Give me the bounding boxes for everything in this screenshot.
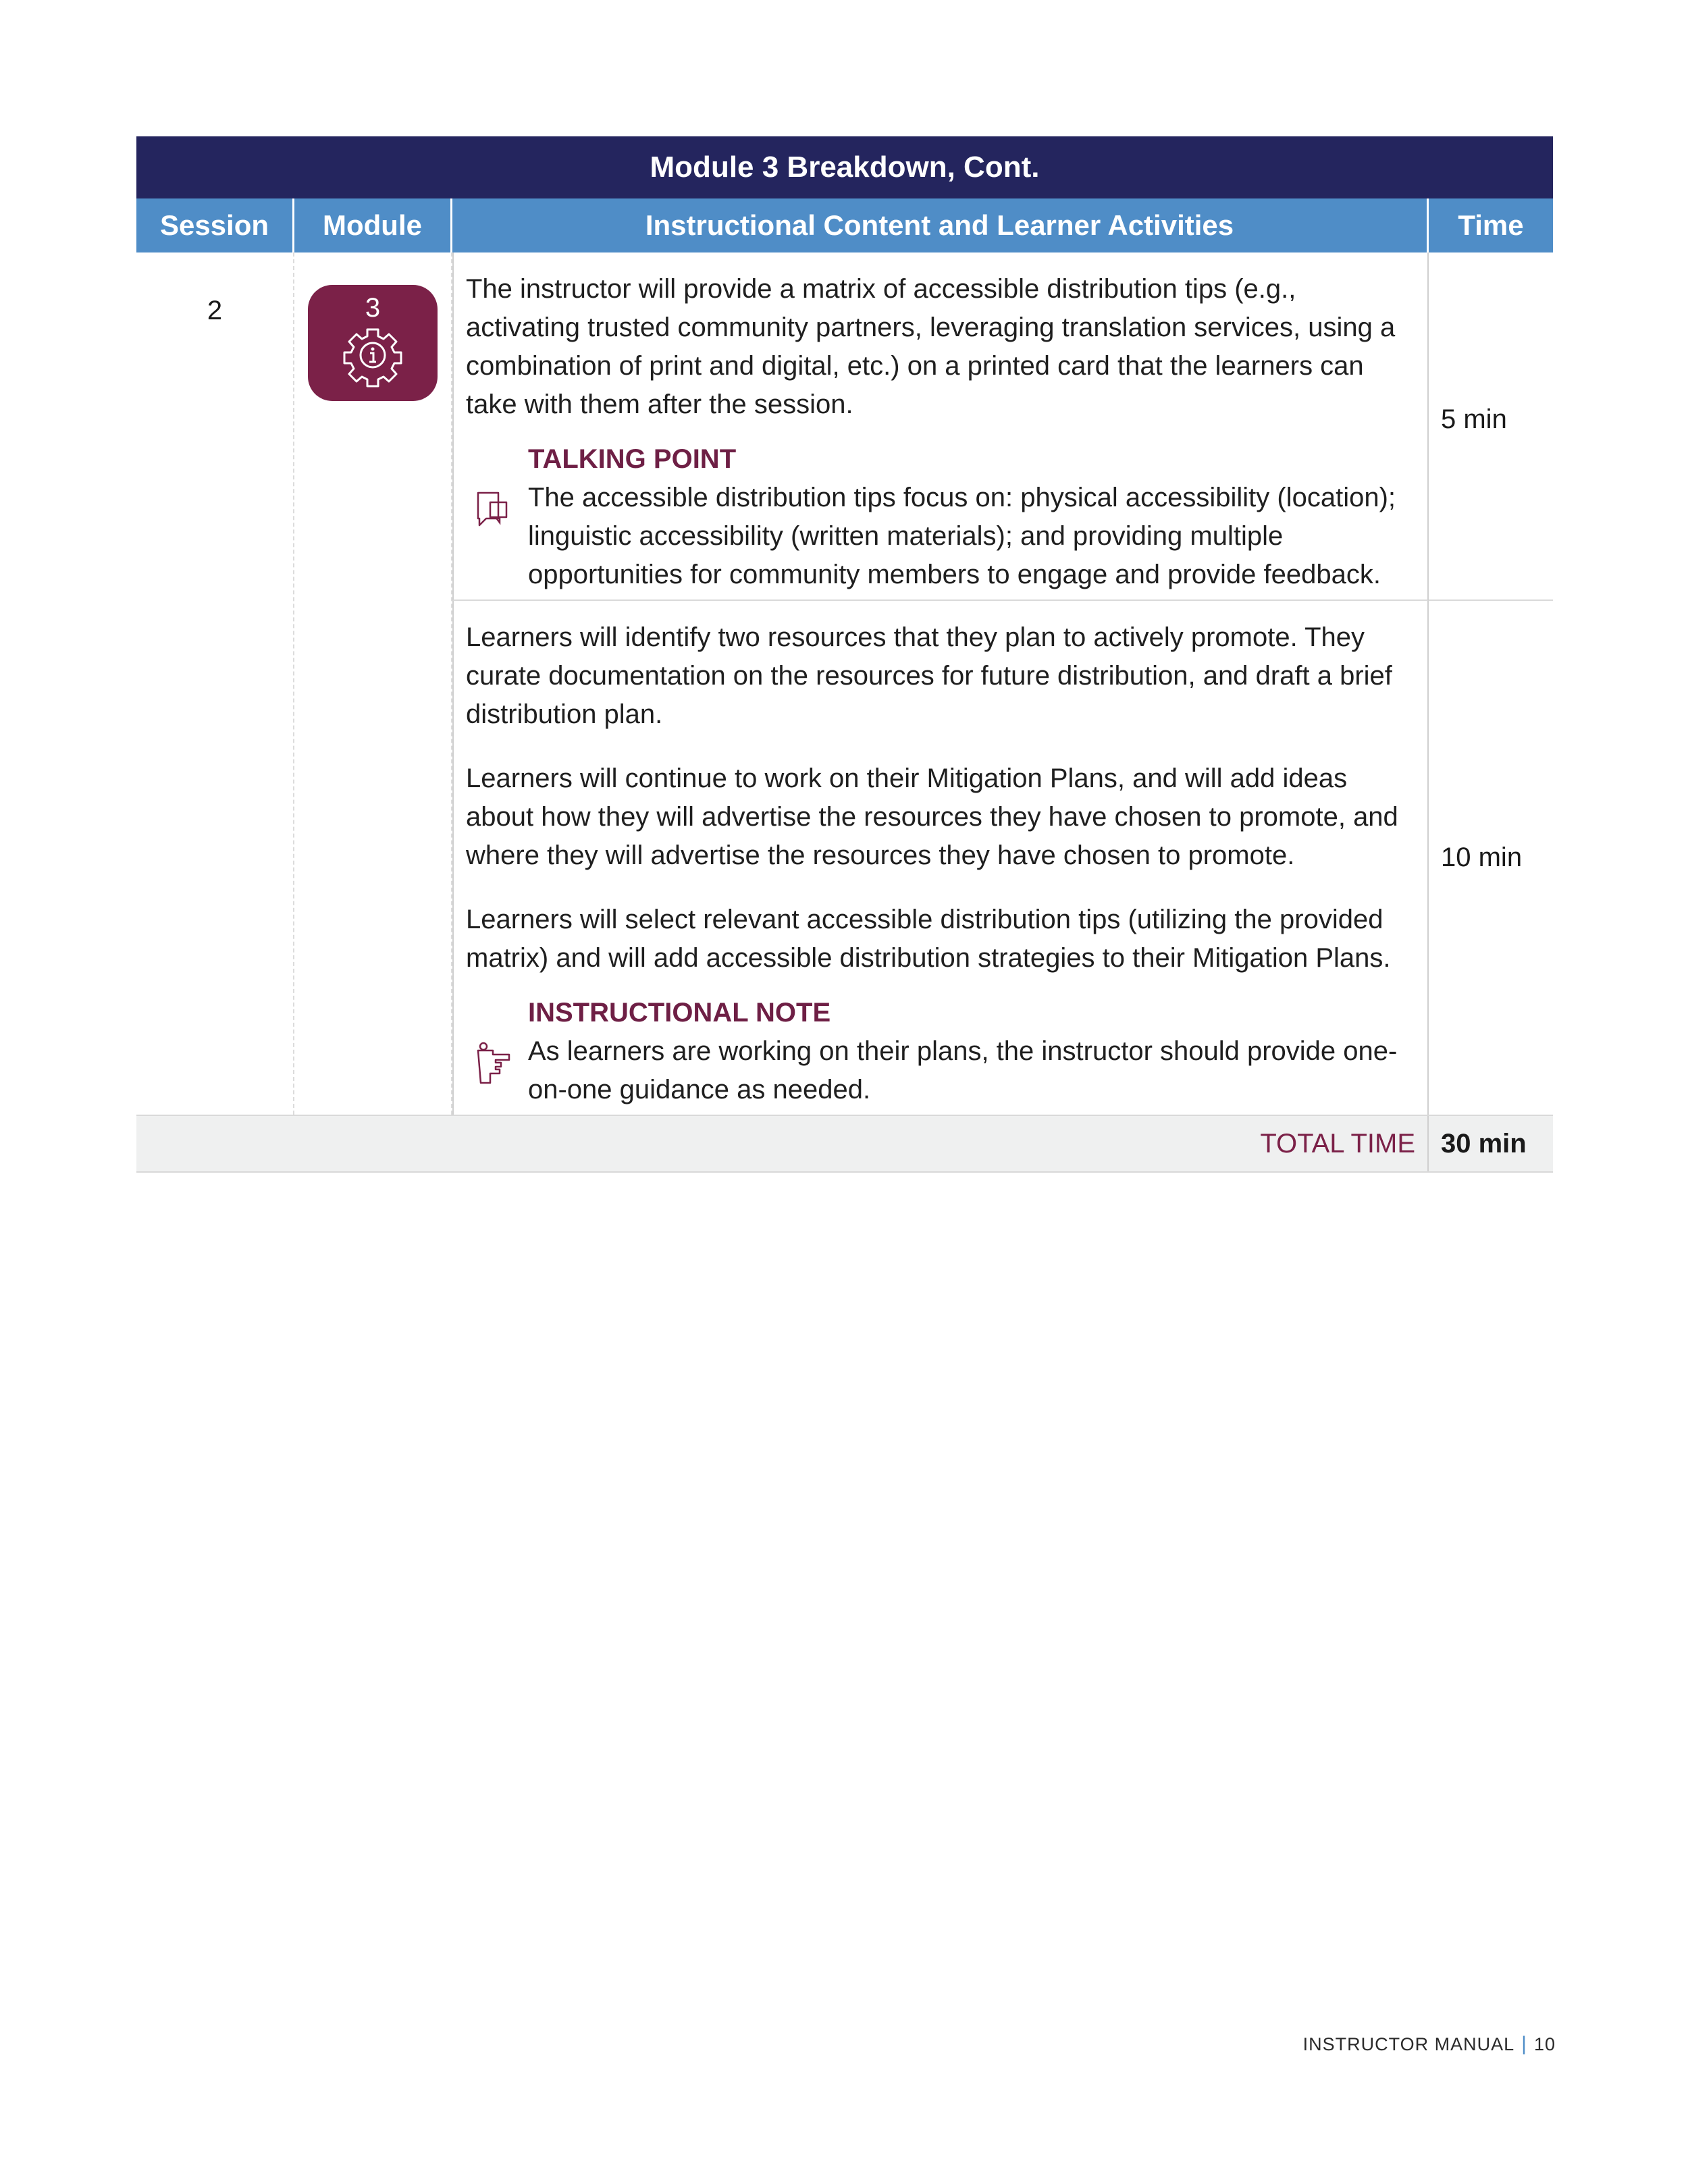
module-cell: [294, 252, 452, 1115]
row2-paragraph-3: Learners will select relevant accessible distribution tips (utilizing the provided matrix) and will add accessible distribution strategies to their Mitigation Plans.: [466, 905, 1391, 973]
module-breakdown-table: [136, 136, 1553, 1173]
table-body: [136, 252, 1553, 1115]
total-time-label: TOTAL TIME: [136, 1116, 1429, 1171]
talking-point-text: The accessible distribution tips focus on: physical accessibility (location); linguistic accessibility (written materials); and providing multiple opportunities for community members to engage and provide feedback.: [528, 483, 1396, 589]
talking-point-note: [466, 440, 1413, 594]
footer-separator: |: [1521, 2033, 1527, 2055]
gear-info-icon: [340, 323, 405, 388]
row2-paragraph-2: Learners will continue to work on their Mitigation Plans, and will add ideas about how they will advertise the resources they have chosen to promote, and where they will advertise the resources they have chosen to promote.: [466, 764, 1398, 870]
page-footer: [1303, 2033, 1556, 2056]
module-number: 3: [365, 293, 381, 323]
row2-time: 10 min: [1441, 843, 1523, 872]
speech-bubble-icon: [474, 487, 512, 531]
table-title: Module 3 Breakdown, Cont.: [136, 136, 1553, 198]
session-number: 2: [207, 296, 223, 325]
header-time: Time: [1458, 209, 1524, 241]
pointing-hand-icon: [474, 1041, 515, 1084]
page-number: 10: [1533, 2033, 1556, 2054]
talking-point-title: TALKING POINT: [528, 444, 737, 474]
row1-time: 5 min: [1429, 252, 1553, 601]
row1-paragraph: The instructor will provide a matrix of accessible distribution tips (e.g., activating trusted community partners, leveraging translation services, using a combination of print and digital, etc.) on a printed card that the learners can take with them after the session.: [466, 274, 1396, 419]
instructional-note-title: INSTRUCTIONAL NOTE: [528, 998, 831, 1028]
total-row: [136, 1115, 1553, 1173]
session-cell: [136, 252, 294, 1115]
instructional-note: [466, 994, 1413, 1109]
header-session: Session: [136, 198, 294, 252]
header-module: Module: [294, 198, 452, 252]
footer-label: INSTRUCTOR MANUAL: [1302, 2033, 1515, 2054]
table-header-row: [136, 198, 1553, 252]
total-time-value: 30 min: [1441, 1128, 1527, 1158]
module-badge: [308, 285, 438, 401]
row2-paragraph-1: Learners will identify two resources that they plan to actively promote. They curate documentation on the resources for future distribution, and draft a brief distribution plan.: [466, 622, 1392, 729]
row2-content: [452, 601, 1429, 1115]
instructional-note-text: As learners are working on their plans, the instructor should provide one-on-one guidance as needed.: [528, 1036, 1398, 1104]
header-content: Instructional Content and Learner Activities: [452, 198, 1429, 252]
row1-content: [452, 252, 1429, 601]
